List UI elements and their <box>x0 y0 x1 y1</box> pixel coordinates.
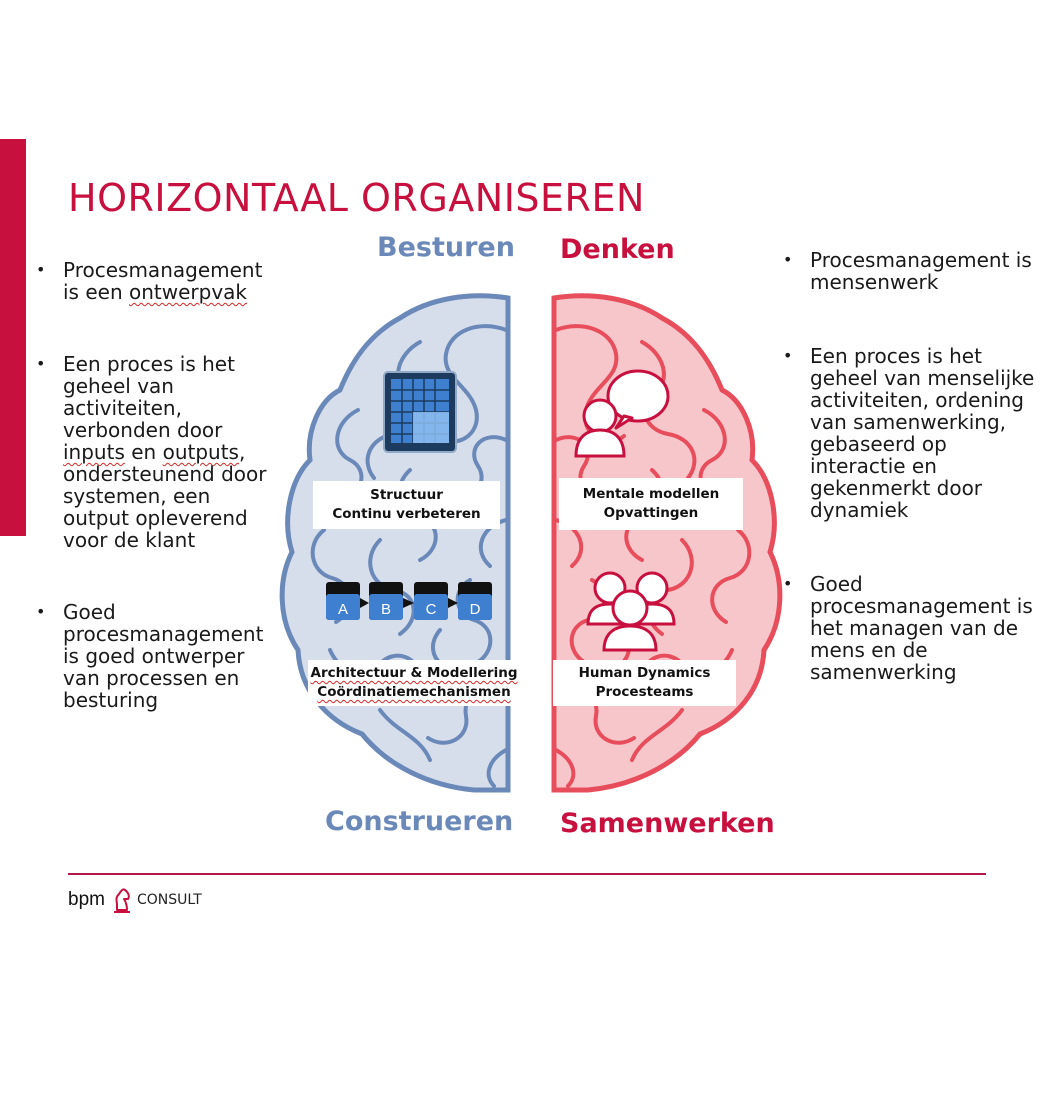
box-architectuur <box>308 660 520 706</box>
step-c-label: C <box>425 601 437 618</box>
label-construeren: Construeren <box>325 806 514 837</box>
box-human-dynamics-line1: Human Dynamics <box>578 665 711 681</box>
right-bullet-1-text: Procesmanagement is mensenwerk <box>810 248 1032 294</box>
label-denken: Denken <box>560 234 675 265</box>
process-steps-icon <box>322 578 498 624</box>
speech-bubble-person-icon <box>568 366 672 460</box>
left-bullet-list <box>36 259 281 711</box>
left-bullet-1 <box>36 259 281 303</box>
footer-divider <box>68 873 986 875</box>
left-bullet-2-text: Een proces is het geheel van activiteiten, verbonden door <box>63 352 235 442</box>
logo-consult-text: CONSULT <box>136 892 202 908</box>
left-bullet-2-rest: , ondersteunend door systemen, een output opleverend voor de klant <box>63 440 267 552</box>
chess-knight-icon <box>111 886 133 914</box>
right-bullet-3-text: Goed procesmanagement is het managen van de mens en de samenwerking <box>810 572 1033 684</box>
box-architectuur-line2: Coördinatiemechanismen <box>317 684 511 700</box>
right-bullet-3 <box>783 573 1048 683</box>
box-structuur <box>313 481 500 529</box>
right-bullet-1 <box>783 249 1048 293</box>
label-samenwerken: Samenwerken <box>560 808 775 839</box>
logo-bpm-text: bpm <box>68 889 105 910</box>
box-structuur-line1: Structuur <box>370 487 443 503</box>
step-b-label: B <box>380 601 392 618</box>
left-bullet-3 <box>36 601 281 711</box>
left-bullet-3-text: Goed procesmanagement is goed ontwerper van processen en besturing <box>63 600 264 712</box>
box-mentale-modellen-line1: Mentale modellen <box>582 486 720 502</box>
left-bullet-2-mid: en <box>124 440 163 464</box>
right-bullet-2 <box>783 345 1048 521</box>
box-human-dynamics <box>553 660 736 706</box>
right-bullet-2-text: Een proces is het geheel van menselijke activiteiten, ordening van samenwerking, gebaseerd op interactie en gekenmerkt door dynamiek <box>810 344 1035 522</box>
accent-bar <box>0 139 26 536</box>
box-mentale-modellen <box>559 478 743 530</box>
step-d-label: D <box>469 601 481 618</box>
right-bullet-list <box>783 249 1048 683</box>
box-human-dynamics-line2: Procesteams <box>595 684 694 700</box>
brain-illustration <box>270 290 790 800</box>
left-bullet-2 <box>36 353 281 551</box>
left-bullet-2-keyword-inputs: inputs <box>63 440 125 464</box>
box-mentale-modellen-line2: Opvattingen <box>603 505 699 521</box>
left-bullet-1-keyword: ontwerpvak <box>128 280 247 304</box>
step-a-label: A <box>337 601 349 618</box>
box-architectuur-line1: Architectuur & Modellering <box>310 665 518 681</box>
left-bullet-1-text: Procesmanagement is een <box>63 258 263 304</box>
box-structuur-line2: Continu verbeteren <box>332 506 481 522</box>
bpm-consult-logo <box>68 885 202 915</box>
slide-title: HORIZONTAAL ORGANISEREN <box>68 176 645 220</box>
structure-grid-icon <box>380 368 462 460</box>
label-besturen: Besturen <box>377 232 515 263</box>
people-group-icon <box>580 566 680 654</box>
left-bullet-2-keyword-outputs: outputs <box>162 440 239 464</box>
